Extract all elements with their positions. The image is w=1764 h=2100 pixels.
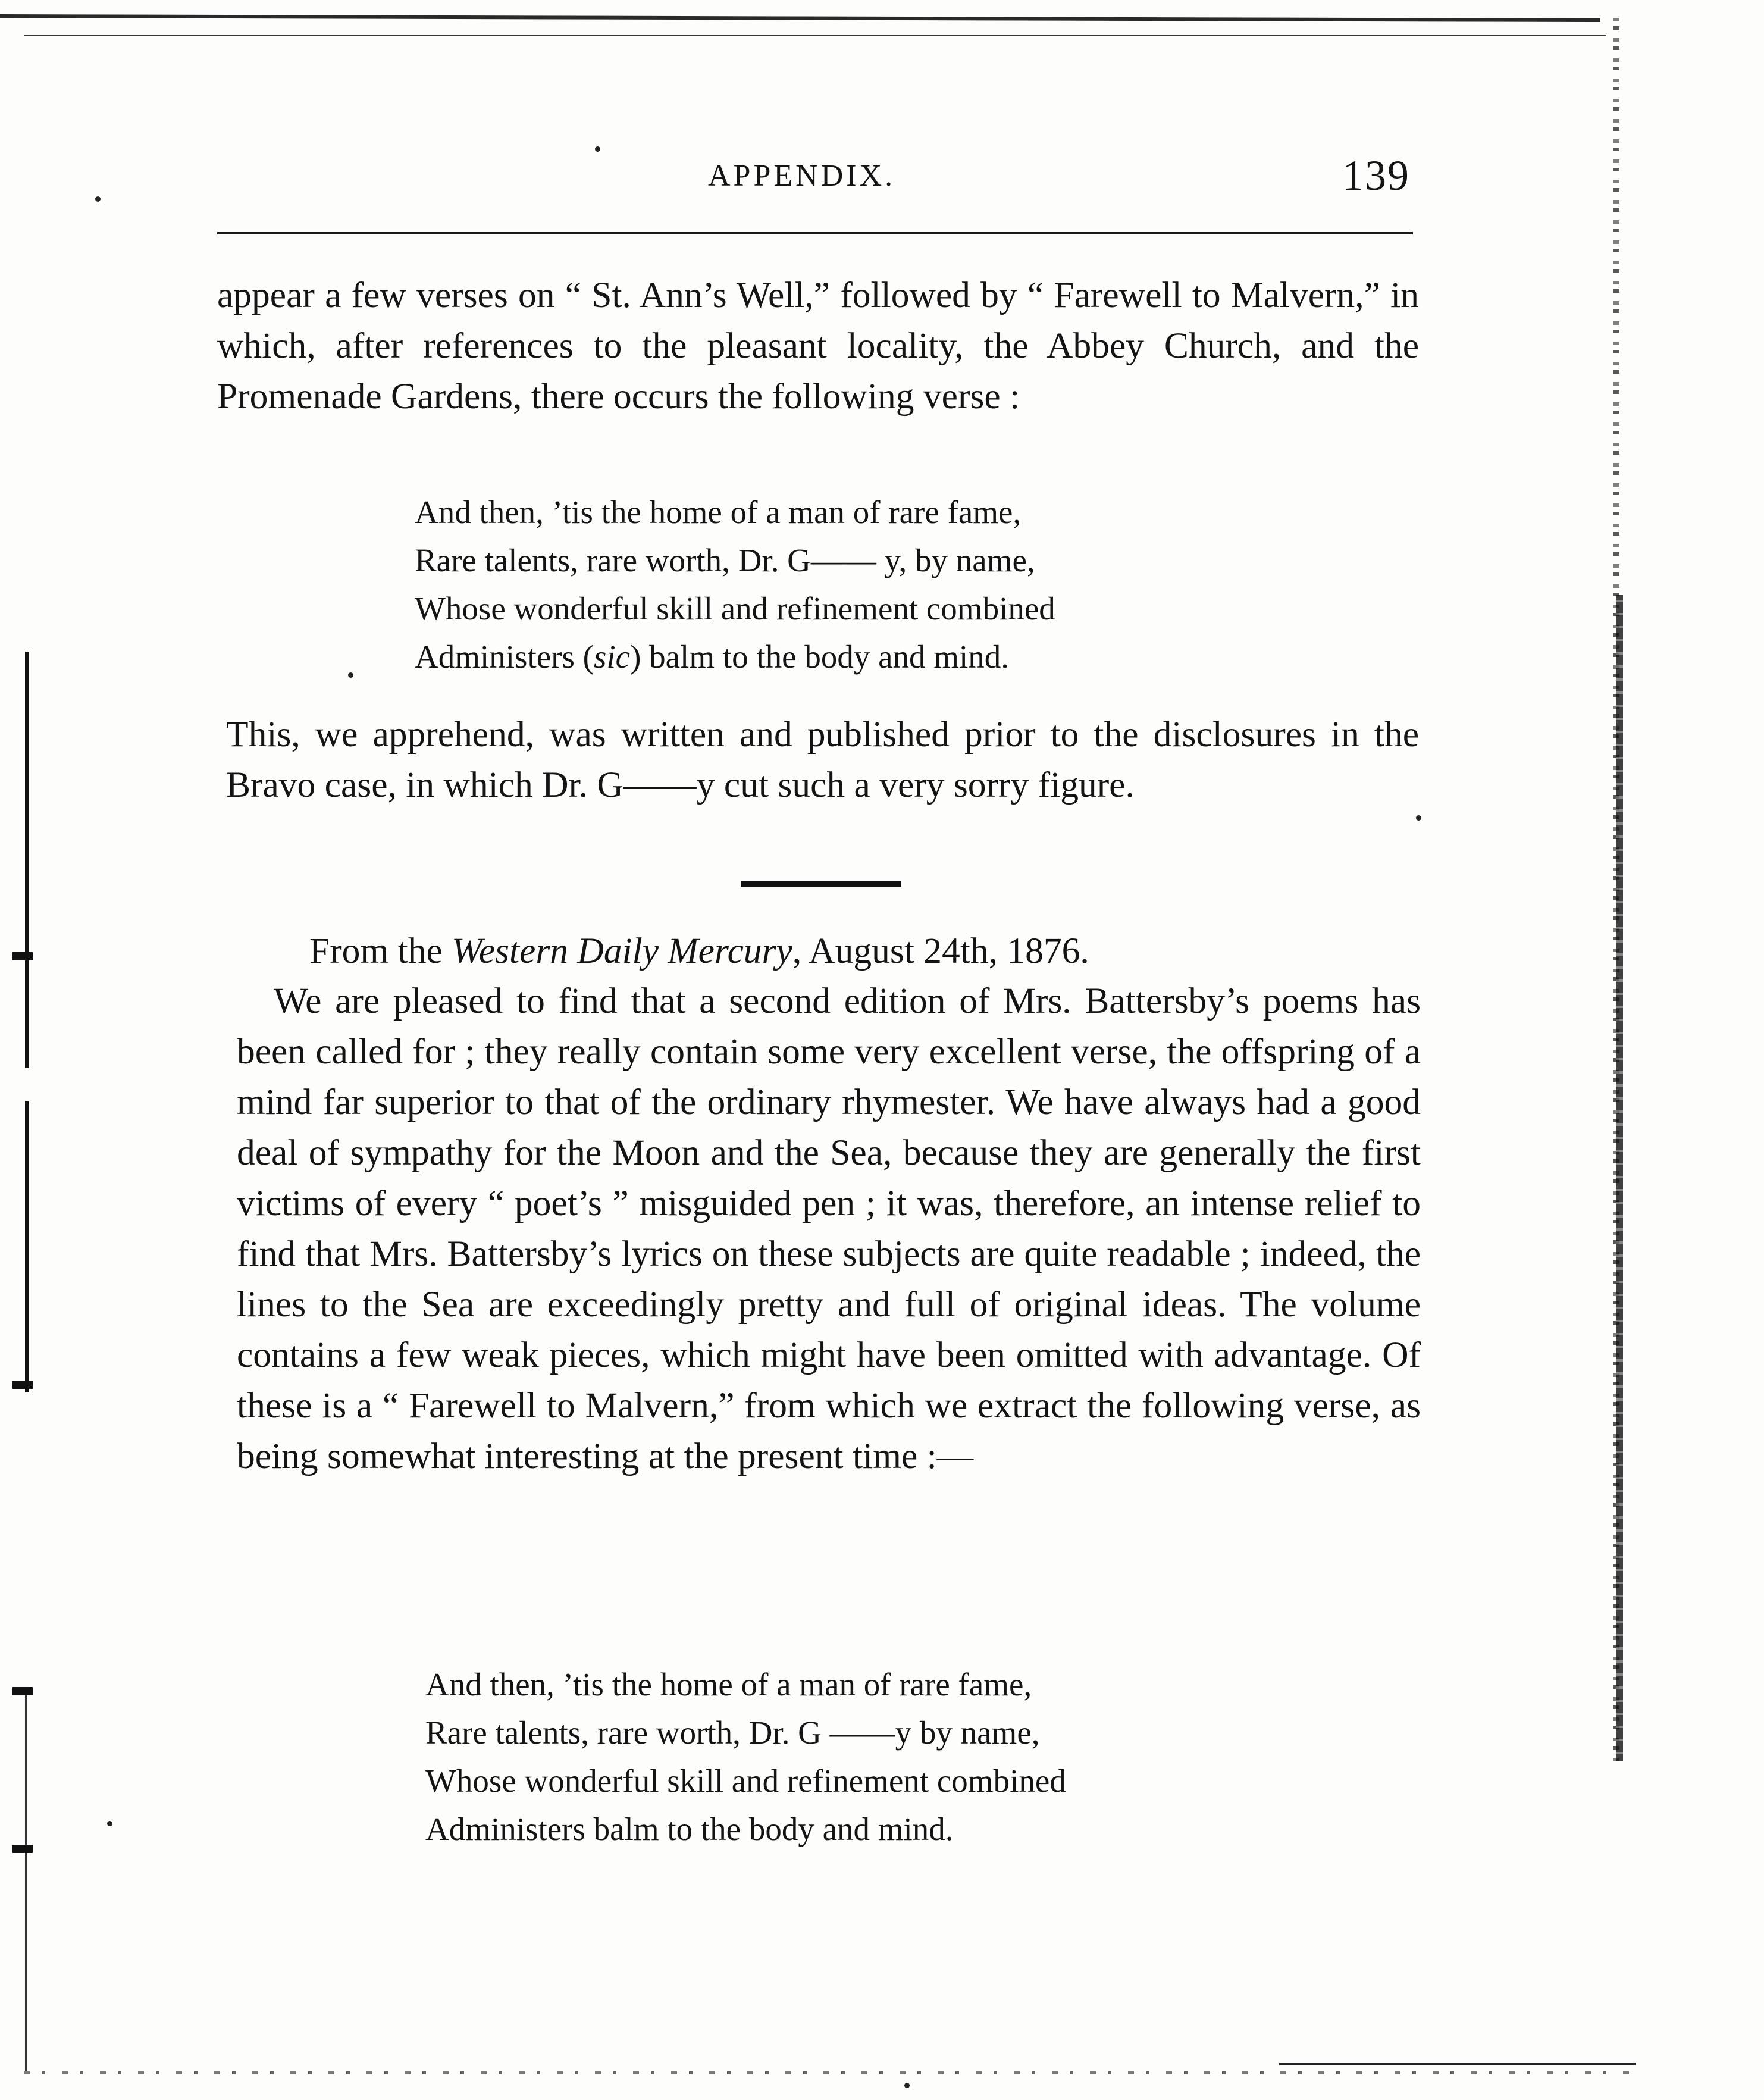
page-number: 139 [1342, 152, 1410, 199]
verse-line [415, 633, 1055, 681]
sic-annotation: sic [593, 639, 631, 675]
section-separator [741, 881, 901, 887]
scan-left-tick [12, 1381, 33, 1389]
scan-speck [348, 672, 353, 678]
scan-speck [1416, 815, 1421, 821]
scan-bottom-edge-dark [1279, 2063, 1636, 2065]
paragraph: This, we apprehend, was written and published prior to the disclosures in the Bravo case, in which Dr. G——y cut such a very sorry figure. [226, 714, 1419, 805]
publication-title: Western Daily Mercury [452, 931, 792, 971]
verse-line: Rare talents, rare worth, Dr. G—— y, by name, [415, 542, 1035, 578]
scan-speck [95, 196, 101, 202]
verse-line: And then, ’tis the home of a man of rare fame, [415, 494, 1022, 530]
scan-top-edge-shadow [24, 35, 1606, 36]
verse-line-text: ) balm to the body and mind. [630, 639, 1010, 675]
verse-line: Whose wonderful skill and refinement combined [425, 1763, 1066, 1799]
paragraph: We are pleased to find that a second edition of Mrs. Battersby’s poems has been called for ; they really contain some very excellent verse, the offspring of a mind far superior to that of the ordinary rhymester. We have always had a good deal of sympathy for the Moon and the Sea, because they are generally the first victims of every “ poet’s ” misguided pen ; it was, therefore, an intense relief to find that Mrs. Battersby’s lyrics on these subjects are quite readable ; indeed, the lines to the Sea are exceedingly pretty and full of original ideas. The volume contains a few weak pieces, which might have been omitted with advantage. Of these is a “ Farewell to Malvern,” from which we extract the following verse, as being somewhat interesting at the present time :— [237, 981, 1421, 1476]
scan-speck [107, 1821, 112, 1826]
source-date: , August 24th, 1876. [792, 931, 1089, 971]
scan-speck [904, 2083, 910, 2088]
scan-left-tick [12, 1845, 33, 1853]
paragraph: appear a few verses on “ St. Ann’s Well,” followed by “ Farewell to Malvern,” in which, after references to the pleasant locality, the Abbey Church, and the Promenade Gardens, there occurs the following verse : [217, 275, 1419, 417]
source-citation [309, 926, 1089, 977]
scan-bottom-edge [24, 2071, 1630, 2074]
source-prefix: From the [309, 931, 452, 971]
scan-left-tick [12, 1687, 33, 1695]
scan-right-edge-dark [1616, 595, 1623, 1761]
scan-left-tick [12, 952, 33, 960]
verse-line: And then, ’tis the home of a man of rare fame, [425, 1666, 1032, 1702]
verse-quotation [425, 1660, 1066, 1853]
verse-line: Rare talents, rare worth, Dr. G ——y by name, [425, 1714, 1040, 1751]
verse-line: Administers balm to the body and mind. [425, 1811, 954, 1847]
verse-line: Whose wonderful skill and refinement combined [415, 590, 1055, 627]
verse-line-text: Administers ( [415, 639, 594, 675]
running-title: APPENDIX. [708, 159, 896, 193]
scan-top-edge [0, 14, 1600, 22]
scan-left-margin-mark [25, 1101, 29, 1392]
running-head [220, 150, 1410, 204]
header-rule [217, 232, 1413, 234]
scan-left-margin-mark [25, 652, 29, 1068]
scan-left-margin-mark [25, 1690, 27, 2071]
verse-quotation [415, 488, 1055, 681]
